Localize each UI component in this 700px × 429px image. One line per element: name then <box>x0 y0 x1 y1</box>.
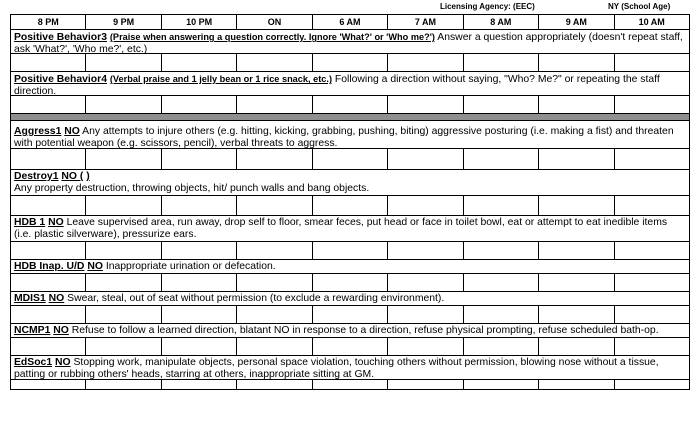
tally-cell[interactable] <box>11 274 86 291</box>
tally-cell[interactable] <box>11 306 86 323</box>
tally-row <box>10 306 690 324</box>
tally-cell[interactable] <box>464 96 539 113</box>
behavior-no-marker: NO <box>48 293 65 304</box>
tally-row <box>10 196 690 216</box>
tally-cell[interactable] <box>539 306 614 323</box>
tally-cell[interactable] <box>539 96 614 113</box>
tally-cell[interactable] <box>313 380 388 389</box>
behavior-code: NCMP1 <box>14 325 51 336</box>
behavior-description <box>10 260 690 274</box>
tally-cell[interactable] <box>162 54 237 71</box>
tally-cell[interactable] <box>237 96 312 113</box>
tally-cell[interactable] <box>539 338 614 355</box>
tally-cell[interactable] <box>313 196 388 215</box>
tally-cell[interactable] <box>11 242 86 259</box>
tally-cell[interactable] <box>11 149 86 169</box>
behavior-text: Refuse to follow a learned direction, blatant NO in response to a direction, refuse physical prompting, refuse scheduled bath-op. <box>71 325 659 336</box>
tally-cell[interactable] <box>313 306 388 323</box>
behavior-code: HDB Inap. U/D <box>14 261 85 272</box>
tally-cell[interactable] <box>388 196 463 215</box>
tally-row <box>10 242 690 260</box>
tally-cell[interactable] <box>11 196 86 215</box>
tally-cell[interactable] <box>237 274 312 291</box>
behavior-description <box>10 170 690 196</box>
time-header-8am: 8 AM <box>464 15 539 29</box>
behavior-text: Any attempts to injure others (e.g. hitting, kicking, grabbing, pushing, biting) aggressive posturing (i.e. making a fist) and threaten with potential weapon (e.g. scissors, pencil), verbal threats to aggress. <box>14 126 674 149</box>
tally-row <box>10 54 690 72</box>
tally-cell[interactable] <box>313 338 388 355</box>
tally-cell[interactable] <box>86 274 161 291</box>
tally-cell[interactable] <box>464 242 539 259</box>
tally-cell[interactable] <box>86 380 161 389</box>
tally-cell[interactable] <box>162 274 237 291</box>
tally-cell[interactable] <box>539 196 614 215</box>
behavior-code: Positive Behavior3 <box>14 32 107 43</box>
tally-cell[interactable] <box>237 380 312 389</box>
tally-cell[interactable] <box>162 380 237 389</box>
behavior-description <box>10 292 690 306</box>
time-header-on: ON <box>237 15 312 29</box>
tally-cell[interactable] <box>539 149 614 169</box>
behavior-rows <box>10 30 690 390</box>
tally-cell[interactable] <box>388 380 463 389</box>
tally-cell[interactable] <box>464 380 539 389</box>
tally-cell[interactable] <box>388 306 463 323</box>
tally-cell[interactable] <box>539 380 614 389</box>
behavior-no-marker: NO ( <box>61 171 84 182</box>
tally-cell[interactable] <box>162 196 237 215</box>
tally-cell[interactable] <box>615 54 689 71</box>
tally-cell[interactable] <box>313 274 388 291</box>
behavior-tracking-grid <box>10 14 690 390</box>
tally-row <box>10 274 690 292</box>
behavior-no-marker: NO <box>64 126 80 137</box>
tally-cell[interactable] <box>86 306 161 323</box>
tally-cell[interactable] <box>313 242 388 259</box>
behavior-no-marker: NO <box>53 325 69 336</box>
tally-row <box>10 96 690 114</box>
tally-cell[interactable] <box>615 380 689 389</box>
tally-cell[interactable] <box>86 54 161 71</box>
tally-cell[interactable] <box>313 54 388 71</box>
tally-cell[interactable] <box>388 242 463 259</box>
tally-cell[interactable] <box>162 306 237 323</box>
tally-cell[interactable] <box>86 242 161 259</box>
tally-cell[interactable] <box>615 149 689 169</box>
behavior-description <box>10 216 690 242</box>
behavior-text: Answer a question appropriately (doesn't repeat staff, ask 'What?', 'Who me?', etc.) <box>14 32 683 54</box>
time-header-9am: 9 AM <box>539 15 614 29</box>
tally-cell[interactable] <box>615 306 689 323</box>
tally-cell[interactable] <box>237 306 312 323</box>
behavior-no-marker: NO <box>55 357 71 368</box>
tally-cell[interactable] <box>162 242 237 259</box>
behavior-description <box>10 125 690 149</box>
licensing-agency-label: Licensing Agency: (EEC) <box>440 2 535 11</box>
behavior-text: Swear, steal, out of seat without permission (to exclude a rewarding environment). <box>67 293 445 304</box>
tally-cell[interactable] <box>313 96 388 113</box>
behavior-extra-marker: ) <box>86 171 90 182</box>
tally-row <box>10 380 690 390</box>
tally-cell[interactable] <box>615 196 689 215</box>
tally-cell[interactable] <box>464 306 539 323</box>
tally-cell[interactable] <box>86 149 161 169</box>
tally-cell[interactable] <box>464 54 539 71</box>
tally-cell[interactable] <box>86 96 161 113</box>
tally-cell[interactable] <box>388 149 463 169</box>
behavior-no-marker: NO <box>87 261 103 272</box>
behavior-text: Stopping work, manipulate objects, personal space violation, touching others without permission, blowing nose without a tissue, patting or rubbing others' heads, starring at others, inappropriate sitting at GM. <box>14 357 659 380</box>
time-header-8pm: 8 PM <box>11 15 86 29</box>
tally-row <box>10 338 690 356</box>
tally-cell[interactable] <box>388 274 463 291</box>
time-header-7am: 7 AM <box>388 15 463 29</box>
tally-cell[interactable] <box>464 274 539 291</box>
tally-cell[interactable] <box>464 338 539 355</box>
time-header-row <box>10 14 690 30</box>
behavior-text: Following a direction without saying, "Who? Me?" or repeating the staff direction. <box>14 74 660 96</box>
tally-cell[interactable] <box>237 54 312 71</box>
tally-cell[interactable] <box>539 274 614 291</box>
time-header-6am: 6 AM <box>313 15 388 29</box>
behavior-code: HDB 1 <box>14 217 46 228</box>
tally-cell[interactable] <box>162 338 237 355</box>
time-header-9pm: 9 PM <box>86 15 161 29</box>
section-divider <box>10 114 690 121</box>
tally-cell[interactable] <box>388 54 463 71</box>
behavior-description <box>10 30 690 54</box>
tally-cell[interactable] <box>11 338 86 355</box>
behavior-code: Positive Behavior4 <box>14 74 107 85</box>
tally-cell[interactable] <box>162 149 237 169</box>
tally-cell[interactable] <box>615 96 689 113</box>
behavior-text: Inappropriate urination or defecation. <box>105 261 276 272</box>
tally-cell[interactable] <box>11 54 86 71</box>
behavior-code: MDIS1 <box>14 293 46 304</box>
tally-cell[interactable] <box>237 149 312 169</box>
time-header-10pm: 10 PM <box>162 15 237 29</box>
state-age-label: NY (School Age) <box>608 2 671 11</box>
tally-cell[interactable] <box>237 338 312 355</box>
time-header-10am: 10 AM <box>638 17 665 27</box>
behavior-note: (Praise when answering a question correctly. Ignore 'What?' or 'Who me?') <box>109 32 435 42</box>
tally-cell[interactable] <box>86 196 161 215</box>
tally-cell[interactable] <box>388 96 463 113</box>
behavior-note: (Verbal praise and 1 jelly bean or 1 rice snack, etc.) <box>109 74 333 84</box>
behavior-code: EdSoc1 <box>14 357 53 368</box>
tally-cell[interactable] <box>615 274 689 291</box>
tally-cell[interactable] <box>539 242 614 259</box>
tally-cell[interactable] <box>615 338 689 355</box>
tally-cell[interactable] <box>615 242 689 259</box>
tally-cell[interactable] <box>162 96 237 113</box>
tally-cell[interactable] <box>86 338 161 355</box>
tally-cell[interactable] <box>539 54 614 71</box>
tally-cell[interactable] <box>11 380 86 389</box>
tally-cell[interactable] <box>388 338 463 355</box>
behavior-code: Destroy1 <box>14 171 59 182</box>
tally-cell[interactable] <box>464 149 539 169</box>
tally-cell[interactable] <box>237 196 312 215</box>
behavior-description <box>10 72 690 96</box>
behavior-description <box>10 324 690 338</box>
tally-row <box>10 149 690 170</box>
behavior-code: Aggress1 <box>14 126 62 137</box>
tally-cell[interactable] <box>11 96 86 113</box>
tally-cell[interactable] <box>464 196 539 215</box>
behavior-text: Any property destruction, throwing objects, hit/ punch walls and bang objects. <box>14 183 370 194</box>
behavior-text: Leave supervised area, run away, drop self to floor, smear feces, put head or face in toilet bowl, eat or attempt to eat inedible items (i.e. plastic silverware), pressurize ears. <box>14 217 668 240</box>
behavior-description <box>10 356 690 380</box>
tally-cell[interactable] <box>237 242 312 259</box>
behavior-no-marker: NO <box>48 217 64 228</box>
tally-cell[interactable] <box>313 149 388 169</box>
